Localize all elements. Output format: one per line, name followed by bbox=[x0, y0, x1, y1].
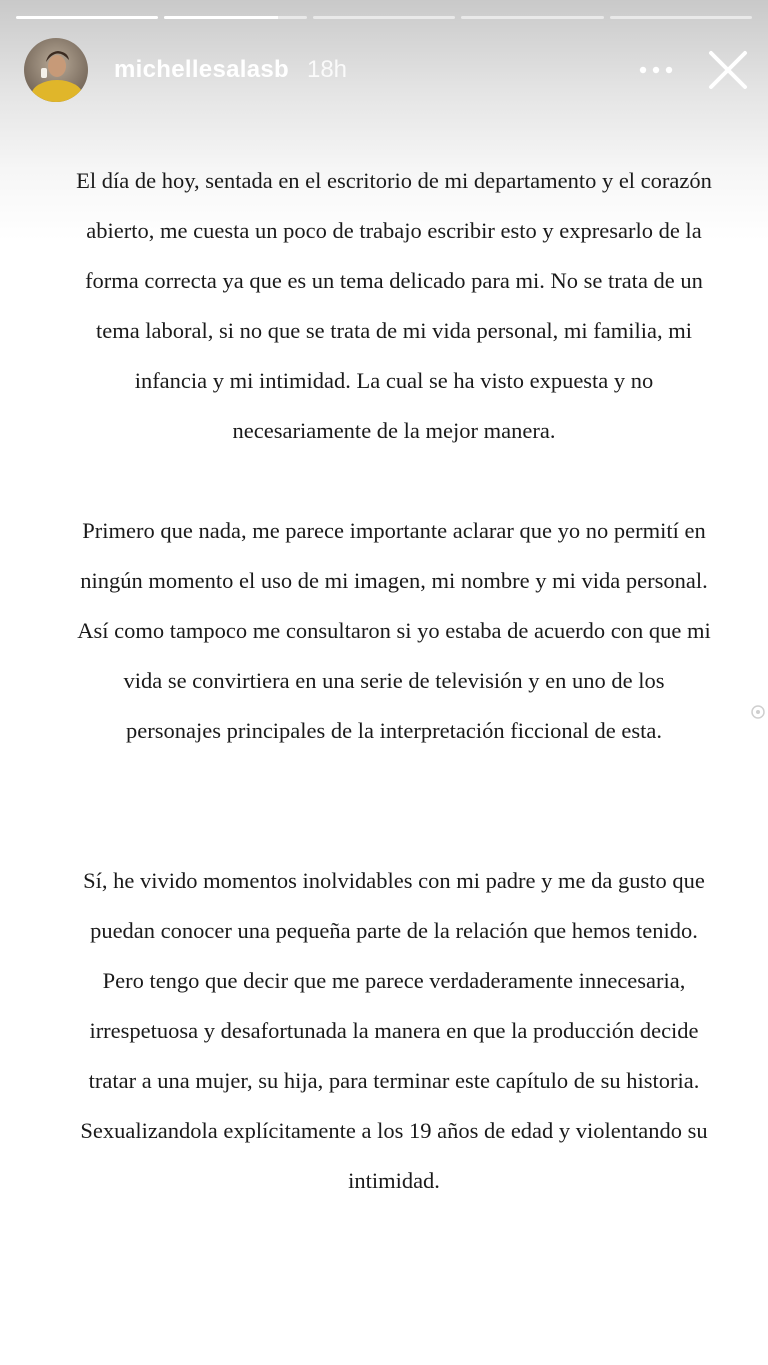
close-icon bbox=[708, 50, 748, 90]
paragraph-text: Sí, he vivido momentos inolvidables con mi padre y me da gusto que puedan conocer una pequeña parte de la relación que hemos tenido. Pero tengo que decir que me parece verdaderamente innecesaria, irrespetuosa y desafortunada la manera en que la producción decide tratar a una mujer, su hija, para terminar este capítulo de su historia. Sexualizandola explícitamente a los 19 años de edad y violentando su intimidad. bbox=[80, 868, 708, 1193]
close-button[interactable] bbox=[706, 48, 750, 92]
watermark-icon bbox=[750, 704, 766, 720]
story-header bbox=[24, 38, 750, 102]
more-horizontal-icon bbox=[638, 65, 674, 75]
avatar[interactable] bbox=[24, 38, 88, 102]
progress-segment bbox=[164, 16, 306, 19]
story-timestamp: 18h bbox=[306, 56, 348, 83]
story-progress-bar bbox=[16, 16, 752, 19]
paragraph-text: El día de hoy, sentada en el escritorio de mi departamento y el corazón abierto, me cuesta un poco de trabajo escribir esto y expresarlo de la forma correcta ya que es un tema delicado para mi. No se trata de un tema laboral, si no que se trata de mi vida personal, mi familia, mi infancia y mi intimidad. La cual se ha visto expuesta y no necesariamente de la mejor manera. bbox=[76, 168, 712, 443]
progress-segment bbox=[461, 16, 603, 19]
story-username[interactable]: michellesalasb bbox=[114, 56, 289, 83]
progress-segment bbox=[16, 16, 158, 19]
paragraph-text: Primero que nada, me parece importante aclarar que yo no permití en ningún momento el uso de mi imagen, mi nombre y mi vida personal. Así como tampoco me consultaron si yo estaba de acuerdo con que mi vida se convirtiera en una serie de televisión y en uno de los personajes principales de la interpretación ficcional de esta. bbox=[77, 518, 711, 743]
progress-segment bbox=[313, 16, 455, 19]
more-options-button[interactable] bbox=[634, 48, 678, 92]
story-paragraph bbox=[74, 156, 714, 456]
story-paragraph bbox=[74, 856, 714, 1206]
story-paragraph bbox=[74, 506, 714, 756]
progress-segment bbox=[610, 16, 752, 19]
